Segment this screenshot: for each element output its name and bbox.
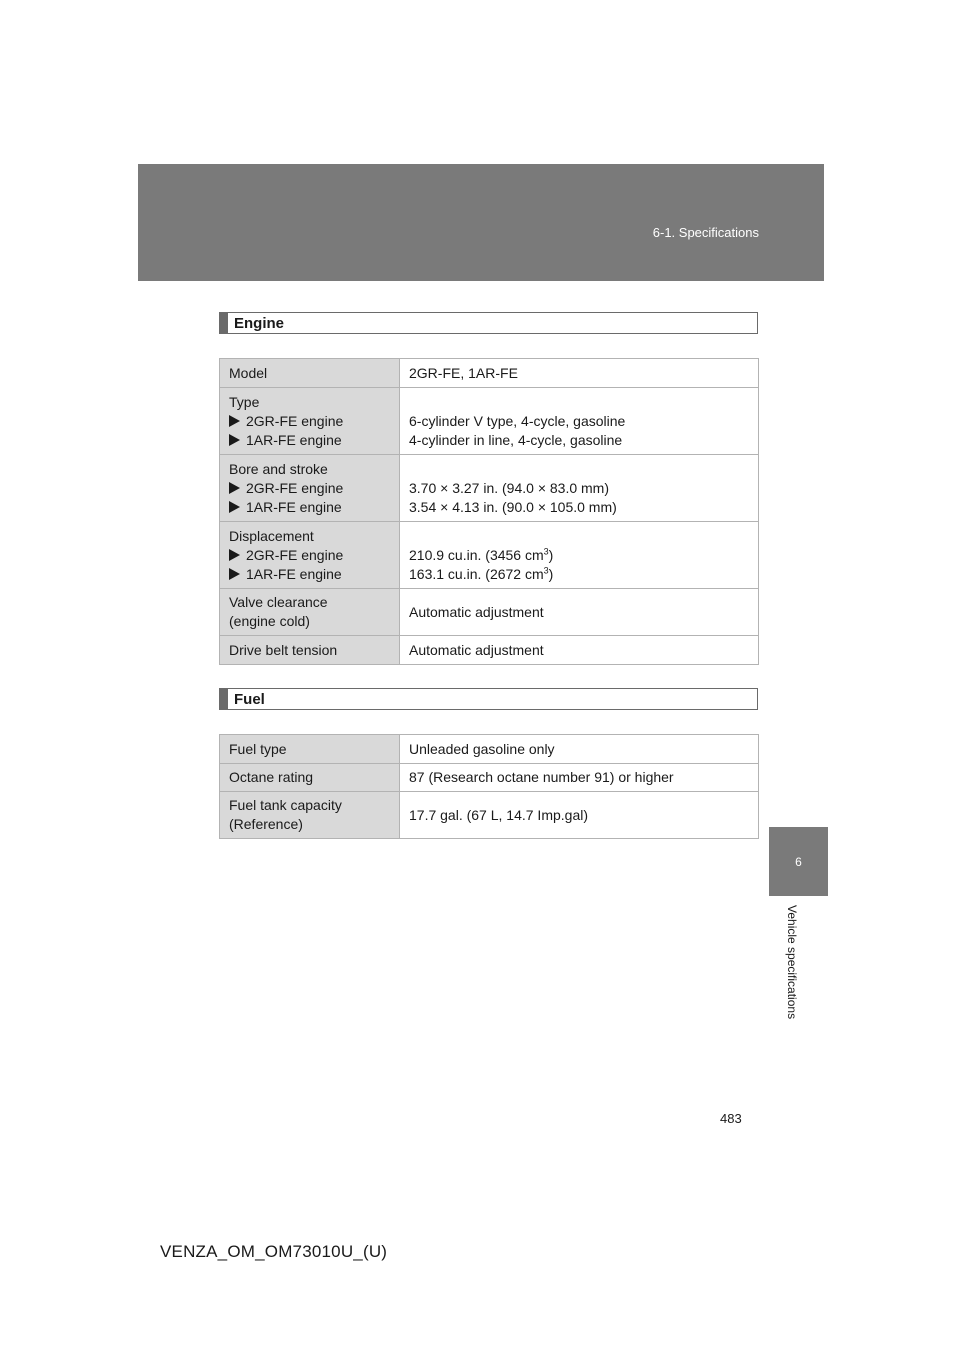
row-value: 3.70 × 3.27 in. (94.0 × 83.0 mm) 3.54 × 4.13 in. (90.0 × 105.0 mm) bbox=[400, 455, 759, 522]
table-row bbox=[220, 735, 759, 764]
row-value: Automatic adjustment bbox=[400, 636, 759, 665]
heading-bar bbox=[220, 689, 228, 709]
chapter-label: Vehicle specifications bbox=[785, 905, 799, 1020]
triangle-bullet-icon bbox=[229, 568, 240, 580]
table-row bbox=[220, 589, 759, 636]
chapter-number: 6 bbox=[795, 855, 802, 869]
table-row bbox=[220, 636, 759, 665]
page-number: 483 bbox=[720, 1111, 742, 1126]
sub-item: 2GR-FE engine bbox=[229, 412, 390, 431]
header-band bbox=[138, 164, 824, 281]
row-label: Model bbox=[220, 359, 400, 388]
row-label bbox=[220, 522, 400, 589]
table-row bbox=[220, 764, 759, 792]
row-label bbox=[220, 388, 400, 455]
sub-item: 1AR-FE engine bbox=[229, 431, 390, 450]
row-label: Fuel tank capacity (Reference) bbox=[220, 792, 400, 839]
table-row bbox=[220, 792, 759, 839]
row-label: Valve clearance (engine cold) bbox=[220, 589, 400, 636]
triangle-bullet-icon bbox=[229, 482, 240, 494]
triangle-bullet-icon bbox=[229, 434, 240, 446]
row-value: 2GR-FE, 1AR-FE bbox=[400, 359, 759, 388]
chapter-tab bbox=[769, 827, 828, 896]
sub-item: 2GR-FE engine bbox=[229, 546, 390, 565]
triangle-bullet-icon bbox=[229, 549, 240, 561]
row-label: Octane rating bbox=[220, 764, 400, 792]
row-value: 210.9 cu.in. (3456 $cm^3$) 163.1 cu.in. (2672 $cm^3$) bbox=[400, 522, 759, 589]
row-label bbox=[220, 455, 400, 522]
heading-bar bbox=[220, 313, 228, 333]
row-value: 17.7 gal. (67 L, 14.7 Imp.gal) bbox=[400, 792, 759, 839]
table-row bbox=[220, 455, 759, 522]
row-label: Drive belt tension bbox=[220, 636, 400, 665]
sub-item: 2GR-FE engine bbox=[229, 479, 390, 498]
triangle-bullet-icon bbox=[229, 415, 240, 427]
label-text: Displacement bbox=[229, 527, 314, 544]
fuel-heading bbox=[219, 688, 758, 710]
fuel-heading-text: Fuel bbox=[234, 691, 265, 708]
table-row bbox=[220, 522, 759, 589]
row-label: Fuel type bbox=[220, 735, 400, 764]
fuel-table bbox=[219, 734, 759, 839]
engine-table bbox=[219, 358, 759, 665]
row-value: 6-cylinder V type, 4-cycle, gasoline 4-cylinder in line, 4-cycle, gasoline bbox=[400, 388, 759, 455]
label-text: Bore and stroke bbox=[229, 460, 328, 477]
triangle-bullet-icon bbox=[229, 501, 240, 513]
engine-heading bbox=[219, 312, 758, 334]
sub-item: 1AR-FE engine bbox=[229, 565, 390, 584]
footer-doc-id: VENZA_OM_OM73010U_(U) bbox=[160, 1242, 388, 1261]
label-text: Type bbox=[229, 393, 260, 410]
row-value: 87 (Research octane number 91) or higher bbox=[400, 764, 759, 792]
table-row bbox=[220, 388, 759, 455]
row-value: Unleaded gasoline only bbox=[400, 735, 759, 764]
engine-heading-text: Engine bbox=[234, 315, 285, 332]
table-row bbox=[220, 359, 759, 388]
row-value: Automatic adjustment bbox=[400, 589, 759, 636]
section-title: 6-1. Specifications bbox=[652, 225, 759, 240]
sub-item: 1AR-FE engine bbox=[229, 498, 390, 517]
